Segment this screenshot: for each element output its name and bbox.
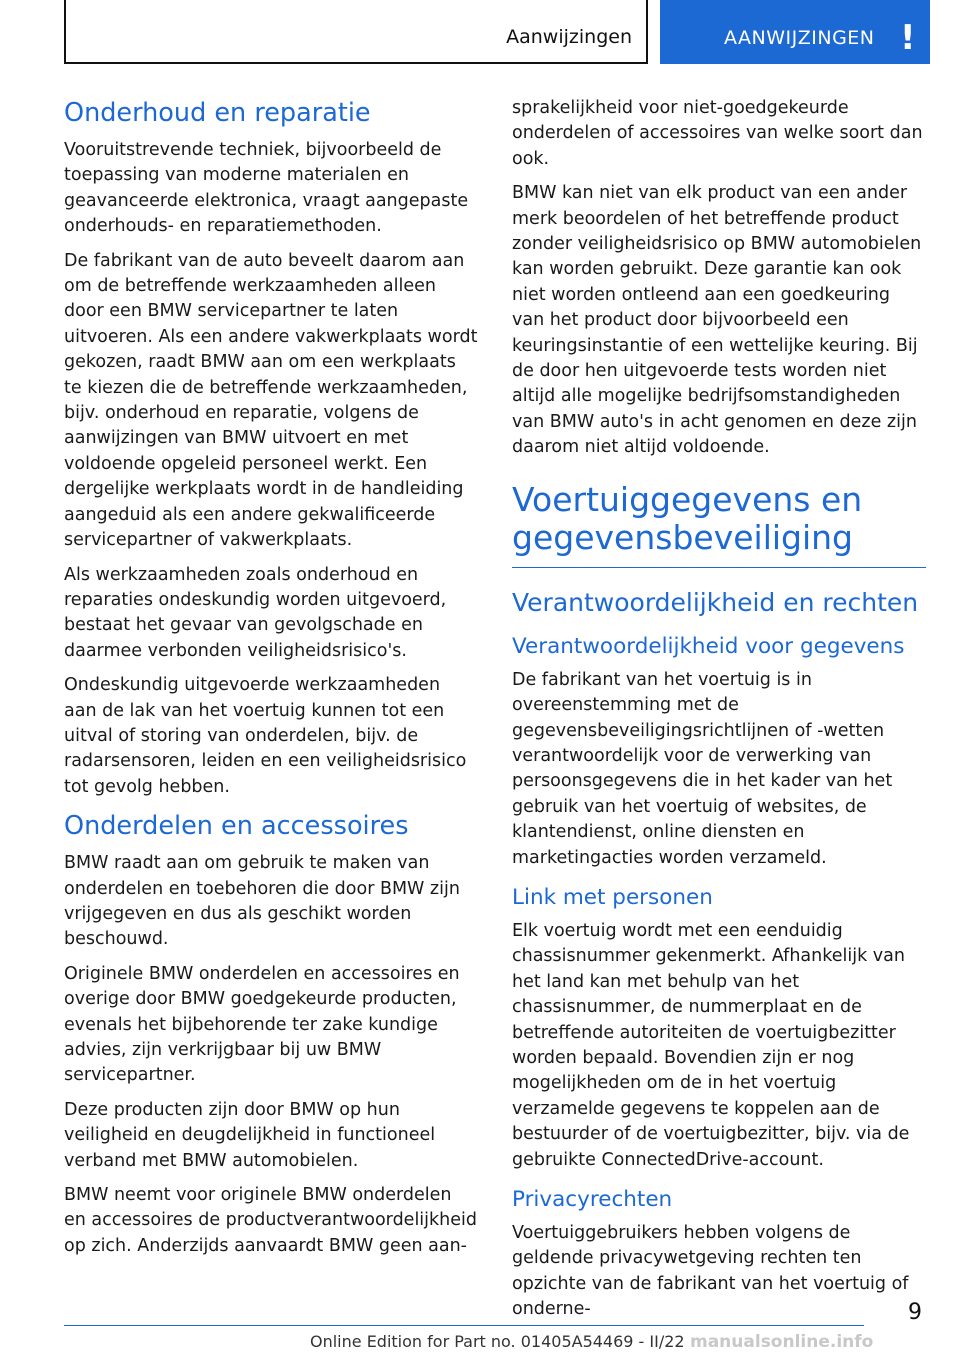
watermark: manualsonline.info: [690, 1332, 874, 1352]
paragraph: BMW raadt aan om gebruik te maken van onderdelen en toebehoren die door BMW zijn vrijgegeven en dus als geschikt worden beschouwd.: [64, 853, 460, 950]
heading-verantwoordelijkheid: Verantwoordelijkheid en rechten: [512, 587, 919, 617]
header-section-tab: [660, 0, 930, 64]
page-number: 9: [908, 1300, 922, 1325]
chapter-title: Voertuiggegevens en gegevensbeveiliging: [512, 481, 926, 568]
heading-onderhoud: Onderhoud en reparatie: [64, 98, 371, 128]
footer-edition: Online Edition for Part no. 01405A54469 - II/22: [310, 1332, 685, 1351]
paragraph: Vooruitstrevende techniek, bijvoorbeeld de toepassing van moderne materialen en geavanceerde elektronica, vraagt aangepaste onderhouds- en reparatiemethoden.: [64, 140, 469, 237]
header-section-title: Aanwijzingen: [506, 26, 632, 48]
paragraph: Elk voertuig wordt met een eenduidig chassisnummer gekenmerkt. Afhankelijk van het land kan met behulp van het chassisnummer, de nummerplaat en de betreffende autoriteiten de voertuigbezitter worden bepaald. Bovendien zijn er nog mogelijkheden om de in het voertuig verzamelde gegevens te koppelen aan de bestuurder of de voertuigbezitter, bijv. via de gebruikte ConnectedDrive-account.: [512, 920, 910, 1170]
header-section-caps: AANWIJZINGEN: [724, 27, 875, 49]
warning-icon: !: [900, 18, 916, 58]
paragraph: BMW kan niet van elk product van een ander merk beoordelen of het betreffende product zonder veiligheidsrisico op BMW automobielen kan worden gebruikt. Deze garantie kan ook niet worden ontleend aan een goedkeuring van het product door bijvoorbeeld een keuringsinstantie of een wettelijke keuring. Bij de door hen uitgevoerde tests worden niet altijd alle mogelijke bedrijfsomstandigheden van BMW auto's in acht genomen en deze zijn daarom niet altijd voldoende.: [512, 183, 922, 458]
paragraph: Voertuiggebruikers hebben volgens de geldende privacywetgeving rechten ten opzichte van de fabrikant van het voertuig of onderne-: [512, 1223, 909, 1320]
paragraph: Deze producten zijn door BMW op hun veiligheid en deugdelijkheid in functioneel verband met BMW automobielen.: [64, 1099, 436, 1171]
subheading-link: Link met personen: [512, 884, 713, 910]
paragraph: De fabrikant van het voertuig is in overeenstemming met de gegevensbeveiligingsrichtlijnen of -wetten verantwoordelijk voor de verwerking van persoonsgegevens die in het kader van het gebruik van het voertuig of websites, de klantendienst, online diensten en marketingacties worden verzameld.: [512, 669, 893, 868]
paragraph: Originele BMW onderdelen en accessoires en overige door BMW goedgekeurde producten, evenals het bijbehorende ter zake kundige advies, zijn verkrijgbaar bij uw BMW servicepartner.: [64, 963, 460, 1086]
footer-divider: [64, 1325, 864, 1326]
right-column: [512, 96, 926, 1332]
paragraph: BMW neemt voor originele BMW onderdelen en accessoires de productverantwoordelijkheid op zich. Anderzijds aanvaardt BMW geen aan-: [64, 1185, 477, 1256]
left-column: [64, 96, 478, 1268]
subheading-gegevens: Verantwoordelijkheid voor gegevens: [512, 633, 905, 659]
header-section-box: [64, 0, 648, 64]
paragraph: Als werkzaamheden zoals onderhoud en reparaties ondeskundig worden uitgevoerd, bestaat het gevaar van gevolgschade en daarmee verbonden veiligheidsrisico's.: [64, 564, 447, 661]
paragraph: De fabrikant van de auto beveelt daarom aan om de betreffende werkzaamheden alleen door een BMW servicepartner te laten uitvoeren. Als een andere vakwerkplaats wordt gekozen, raadt BMW aan om een werkplaats te kiezen die de betreffende werkzaamheden, bijv. onderhoud en reparatie, volgens de aanwijzingen van BMW uitvoert en met voldoende opgeleid personeel werkt. Een dergelijke werkplaats wordt in de handleiding aangeduid als een andere gekwalificeerde servicepartner of vakwerkplaats.: [64, 250, 478, 551]
paragraph: Ondeskundig uitgevoerde werkzaamheden aan de lak van het voertuig kunnen tot een uitval of storing van onderdelen, bijv. de radarsensoren, leiden en een veiligheidsrisico tot gevolg hebben.: [64, 675, 467, 797]
heading-onderdelen: Onderdelen en accessoires: [64, 811, 409, 842]
subheading-privacy: Privacyrechten: [512, 1187, 673, 1212]
paragraph: sprakelijkheid voor niet-goedgekeurde onderdelen of accessoires van welke soort dan ook.: [512, 98, 923, 169]
